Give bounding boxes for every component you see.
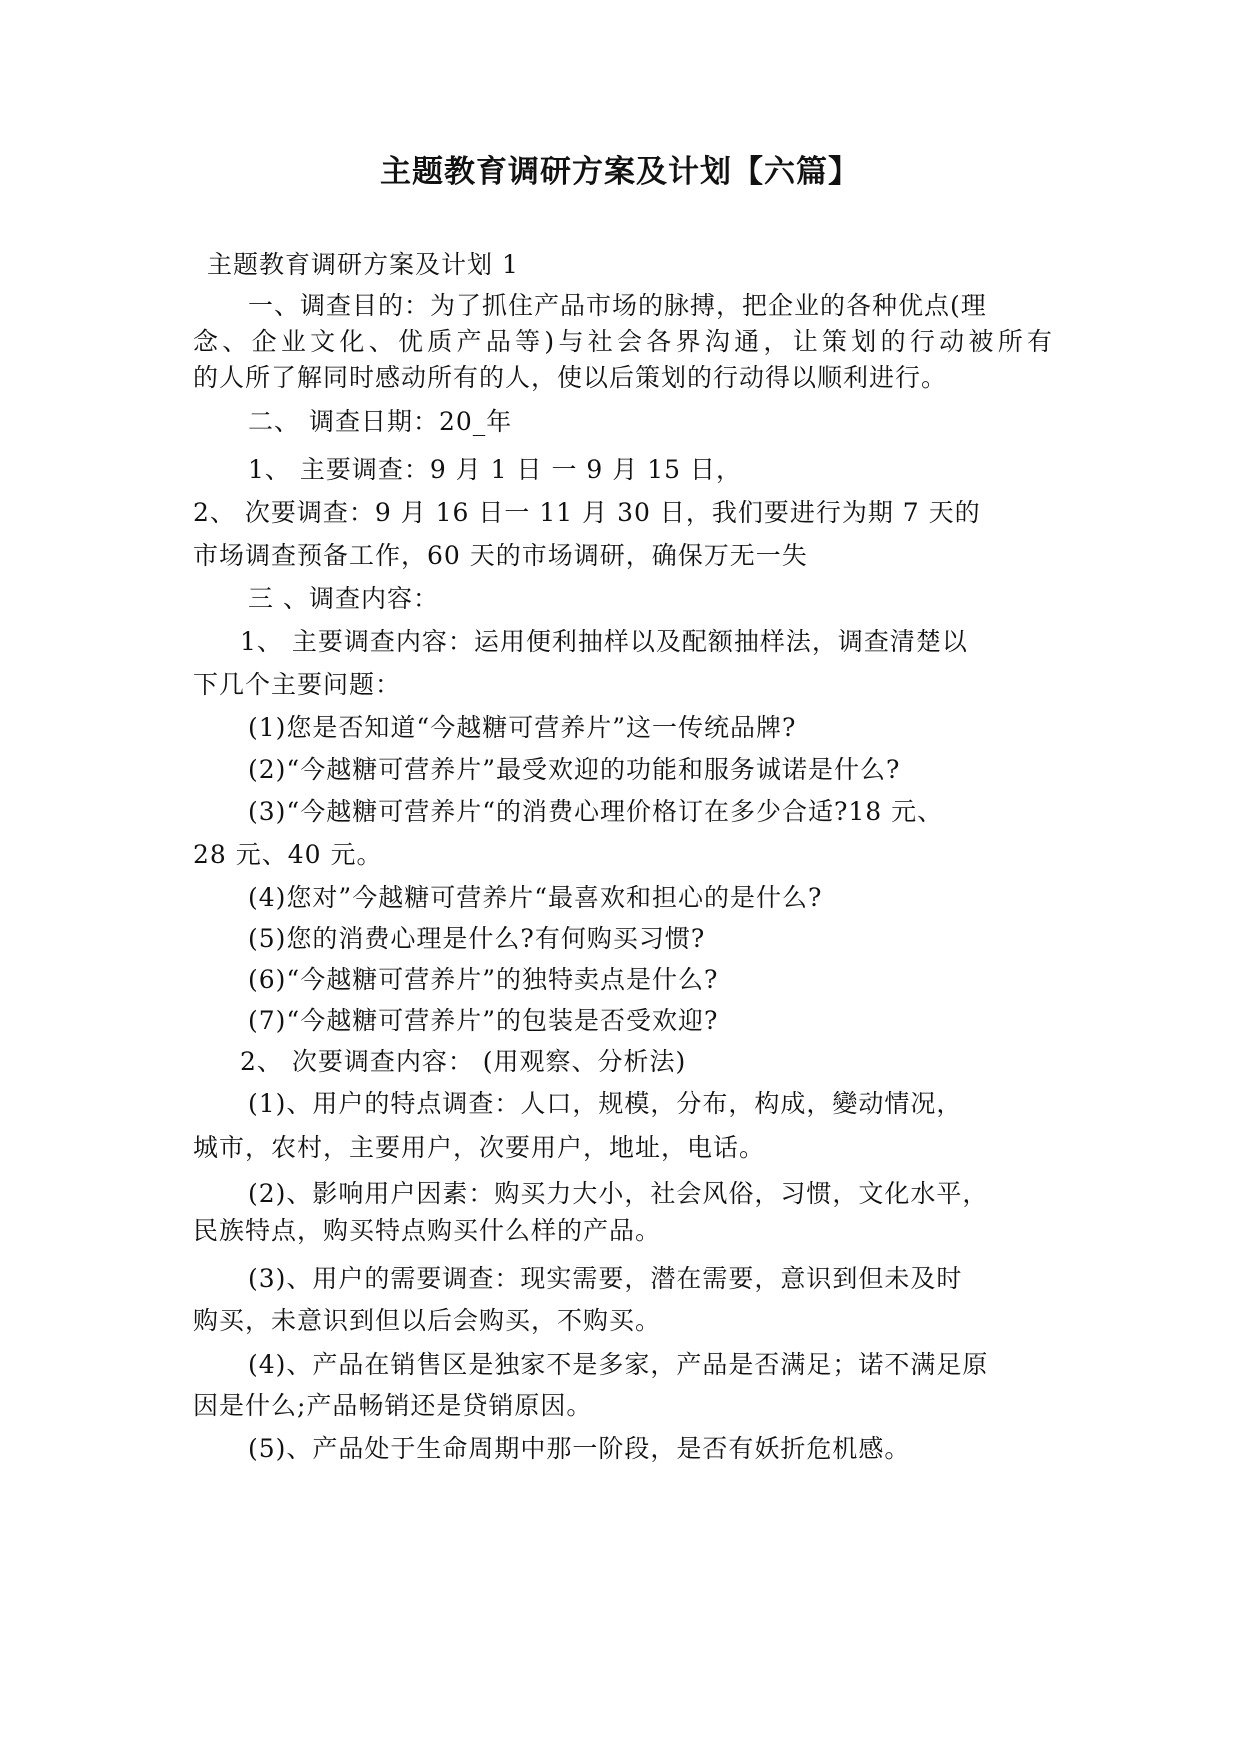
list-item: (1)您是否知道“今越糖可营养片”这一传统品牌? (248, 713, 797, 742)
list-item: (2)“今越糖可营养片”最受欢迎的功能和服务诚诺是什么? (248, 755, 901, 784)
paragraph-line: 一、调查目的：为了抓住产品市场的脉搏，把企业的各种优点(理 (248, 291, 987, 320)
paragraph-line: 2、 次要调查：9 月 16 日一 11 月 30 日，我们要进行为期 7 天的 (193, 498, 981, 527)
paragraph-line: 的人所了解同时感动所有的人，使以后策划的行动得以顺利进行。 (193, 363, 948, 392)
list-item: (5)您的消费心理是什么?有何购买习惯? (248, 924, 706, 953)
paragraph-line: 三 、调查内容： (248, 584, 439, 613)
list-item: 民族特点，购买特点购买什么样的产品。 (193, 1216, 662, 1245)
list-item: (7)“今越糖可营养片”的包装是否受欢迎? (248, 1006, 719, 1035)
paragraph-line: 市场调查预备工作，60 天的市场调研，确保万无一失 (193, 541, 808, 570)
list-item: 城市，农村，主要用户，次要用户，地址，电话。 (193, 1133, 766, 1162)
list-item: (3)、用户的需要调查：现实需要，潜在需要，意识到但未及时 (248, 1264, 963, 1293)
list-item: (6)“今越糖可营养片”的独特卖点是什么? (248, 965, 719, 994)
list-item: 购买，未意识到但以后会购买，不购买。 (193, 1306, 662, 1335)
list-item: (4)您对”今越糖可营养片“最喜欢和担心的是什么? (248, 883, 823, 912)
document-title: 主题教育调研方案及计划【六篇】 (380, 154, 860, 190)
paragraph-line: 1、 主要调查：9 月 1 日 一 9 月 15 日， (248, 455, 742, 484)
paragraph-line: 下几个主要问题： (193, 670, 402, 699)
list-item: (5)、产品处于生命周期中那一阶段，是否有妖折危机感。 (248, 1434, 911, 1463)
list-item: (1)、用户的特点调查：人口，规模，分布，构成，變动情况， (248, 1089, 963, 1118)
list-item: (2)、影响用户因素：购买力大小，社会风俗，习惯，文化水平， (248, 1179, 989, 1208)
paragraph-line: 2、 次要调查内容： (用观察、分析法) (240, 1047, 687, 1076)
list-item: 因是什么;产品畅销还是贷销原因。 (193, 1391, 593, 1420)
list-item: (3)“今越糖可营养片“的消费心理价格订在多少合适?18 元、 (248, 797, 944, 826)
paragraph-line: 二、 调查日期：20_年 (248, 407, 513, 436)
list-item: 28 元、40 元。 (193, 840, 383, 869)
paragraph-line: 1、 主要调查内容：运用便利抽样以及配额抽样法，调查清楚以 (240, 627, 968, 656)
paragraph-line: 念、企业文化、优质产品等)与社会各界沟通，让策划的行动被所有 (193, 327, 1053, 356)
section-heading: 主题教育调研方案及计划 1 (207, 250, 519, 279)
list-item: (4)、产品在销售区是独家不是多家，产品是否满足；诺不满足原 (248, 1350, 989, 1379)
